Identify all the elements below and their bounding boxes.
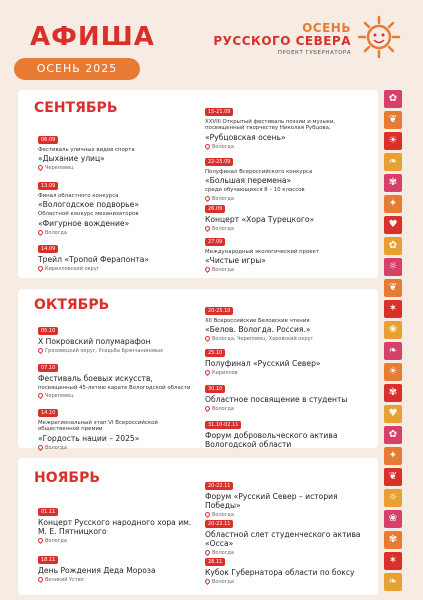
season-pill: ОСЕНЬ 2025	[14, 58, 140, 80]
star-icon: ✦	[384, 447, 402, 465]
event-date: 14.09	[38, 245, 58, 253]
event-location: Вологда	[205, 550, 365, 556]
event-location: Вологда	[205, 144, 365, 150]
flower-icon: ❀	[384, 510, 402, 528]
event-title: День Рождения Деда Мороза	[38, 566, 156, 575]
star-icon: ✶	[384, 552, 402, 570]
event-item	[205, 411, 365, 449]
grain-icon: ❧	[384, 573, 402, 591]
card-september	[18, 90, 378, 278]
event-title: «Вологодское подворье»	[38, 200, 139, 210]
event-title: Форум добровольческого актива Вологодской области	[205, 431, 338, 449]
location-pin-icon	[37, 537, 44, 544]
event-date: 15-21.09	[205, 108, 233, 116]
event-item	[205, 148, 365, 202]
event-title: «Рубцовская осень»	[205, 132, 286, 142]
event-item	[205, 195, 365, 232]
heart-icon: ♥	[384, 216, 402, 234]
event-location: Череповец	[38, 165, 198, 171]
star-icon: ✦	[384, 195, 402, 213]
event-location: Вологда	[205, 196, 365, 202]
event-date: 22-25.09	[205, 158, 233, 166]
sun-icon: ☀	[384, 132, 402, 150]
event-subtitle: XII Всероссийские Беловские чтения	[205, 318, 310, 324]
grain-icon: ✾	[384, 384, 402, 402]
event-date: 05.10	[38, 327, 58, 335]
event-date: 28.11	[205, 558, 225, 566]
event-title: Областной слет студенческого актива «Осса»	[205, 530, 361, 548]
location-pin-icon	[37, 347, 44, 354]
sun-icon: ☼	[384, 258, 402, 276]
event-date: 25.10	[205, 349, 225, 357]
event-date: 20-22.11	[205, 482, 233, 490]
event-location: Кириллов	[205, 370, 365, 376]
event-date: 18.11	[38, 556, 58, 564]
event-title: Фестиваль боевых искусств,	[38, 374, 153, 383]
event-item	[38, 126, 198, 171]
event-date: 13.09	[38, 182, 58, 190]
event-item	[38, 172, 198, 236]
event-subtitle: Областной конкурс механизаторов	[38, 211, 139, 218]
month-title-september: СЕНТЯБРЬ	[34, 100, 118, 116]
event-location: Кирилловский округ	[38, 266, 198, 272]
leaf-icon: ❧	[384, 153, 402, 171]
month-title-november: НОЯБРЬ	[34, 470, 101, 486]
grain-icon: ❦	[384, 111, 402, 129]
event-item	[205, 339, 365, 376]
flower-icon: ✿	[384, 426, 402, 444]
location-pin-icon	[37, 576, 44, 583]
event-location: Грязовецкий округ, Усадьба Брянчаниновых	[38, 348, 198, 354]
page-title: АФИША	[30, 22, 155, 52]
location-pin-icon	[37, 444, 44, 451]
event-date: 26.09	[205, 205, 225, 213]
event-item	[205, 548, 365, 585]
location-pin-icon	[204, 578, 211, 585]
logo-line3: ПРОЕКТ ГУБЕРНАТОРА	[277, 50, 351, 56]
event-location: Вологда, Череповец, Харовский округ	[205, 336, 365, 342]
heart-icon: ♥	[384, 405, 402, 423]
event-item	[205, 297, 365, 342]
event-item	[38, 399, 198, 451]
event-title: Форум «Русский Север – история Победы»	[205, 492, 338, 510]
event-location: Вологда	[205, 512, 365, 518]
event-location: Вологда	[205, 406, 365, 412]
event-location: Вологда	[205, 267, 365, 273]
card-october	[18, 289, 378, 451]
event-item	[38, 498, 198, 544]
event-subtitle: Фестиваль уличных видов спорта	[38, 147, 135, 153]
event-title: Трейл «Тропой Ферапонта»	[38, 255, 150, 264]
event-date: 14.10	[38, 409, 58, 417]
event-title: «Дыхание улиц»	[38, 154, 105, 164]
event-item	[205, 228, 365, 273]
event-location: Великий Устюг	[38, 577, 198, 583]
event-location: Вологда	[38, 230, 198, 236]
flower-icon: ✿	[384, 237, 402, 255]
event-subtitle: XXVIII Открытый фестиваль поэзии и музыки, посвященный творчеству Николая Рубцова,	[205, 119, 336, 132]
sun-icon: ☼	[384, 489, 402, 507]
event-subtitle: посвященный 45-летию карате Вологодской области	[38, 385, 191, 391]
event-date: 07.10	[38, 364, 58, 372]
event-location: Вологда	[38, 538, 198, 544]
leaf-icon: ❦	[384, 468, 402, 486]
event-subtitle: Финал областного конкурса	[38, 193, 119, 199]
event-title: Концерт Русского народного хора им. М. Е. Пятницкого	[38, 518, 192, 536]
event-title: Полуфинал «Русский Север»	[205, 359, 321, 368]
header	[0, 0, 423, 88]
location-pin-icon	[204, 266, 211, 273]
logo-line1: ОСЕНЬ	[302, 21, 351, 35]
event-title: «Гордость нации – 2025»	[38, 433, 140, 443]
event-item	[38, 235, 198, 272]
event-location: Вологда	[205, 579, 365, 585]
bird-icon: ❧	[384, 342, 402, 360]
event-title: «Белов. Вологда. Россия.»	[205, 325, 311, 335]
event-date: 31.10-02.11	[205, 421, 241, 429]
event-location: Вологда	[38, 445, 198, 451]
bird-icon: ✾	[384, 531, 402, 549]
event-location: Череповец	[38, 393, 198, 399]
event-item	[38, 546, 198, 583]
event-date: 06.09	[38, 136, 58, 144]
event-date: 01.11	[38, 508, 58, 516]
event-item	[205, 98, 365, 150]
event-subtitle: Полуфинал Всероссийского конкурса	[205, 169, 313, 175]
event-location: Вологда	[205, 226, 365, 232]
event-title: «Фигурное вождение»	[38, 218, 130, 228]
month-title-october: ОКТЯБРЬ	[34, 297, 110, 313]
event-item	[38, 354, 198, 399]
logo-text	[213, 22, 351, 56]
event-title: Областное посвящение в студенты	[205, 395, 348, 404]
logo-line2: РУССКОГО СЕВЕРА	[213, 34, 351, 48]
event-subtitle: Межрегиональный этап VI Всероссийской общественной премии	[38, 420, 158, 433]
leaf-icon: ❦	[384, 279, 402, 297]
bird-icon: ✿	[384, 90, 402, 108]
flower-icon: ✾	[384, 174, 402, 192]
sun-logo-icon	[356, 14, 402, 60]
event-date: 20-25.10	[205, 307, 233, 315]
sun-icon: ☀	[384, 363, 402, 381]
event-item	[38, 317, 198, 354]
event-date: 20-22.11	[205, 520, 233, 528]
flower-icon: ❀	[384, 321, 402, 339]
event-title: Кубок Губернатора области по боксу	[205, 568, 355, 577]
event-subtitle: среди обучающихся 8 – 10 классов	[205, 187, 305, 194]
event-date: 30.10	[205, 385, 225, 393]
card-november	[18, 458, 378, 595]
event-title: «Чистые игры»	[205, 256, 266, 266]
location-pin-icon	[37, 164, 44, 171]
event-subtitle: Международный экологический проект	[205, 249, 320, 255]
event-title: Концерт «Хора Турецкого»	[205, 215, 315, 224]
event-item	[205, 375, 365, 412]
event-date: 27.09	[205, 238, 225, 246]
event-title: «Большая перемена»	[205, 176, 292, 186]
location-pin-icon	[37, 265, 44, 272]
star-icon: ✶	[384, 300, 402, 318]
event-title: X Покровский полумарафон	[38, 337, 151, 346]
